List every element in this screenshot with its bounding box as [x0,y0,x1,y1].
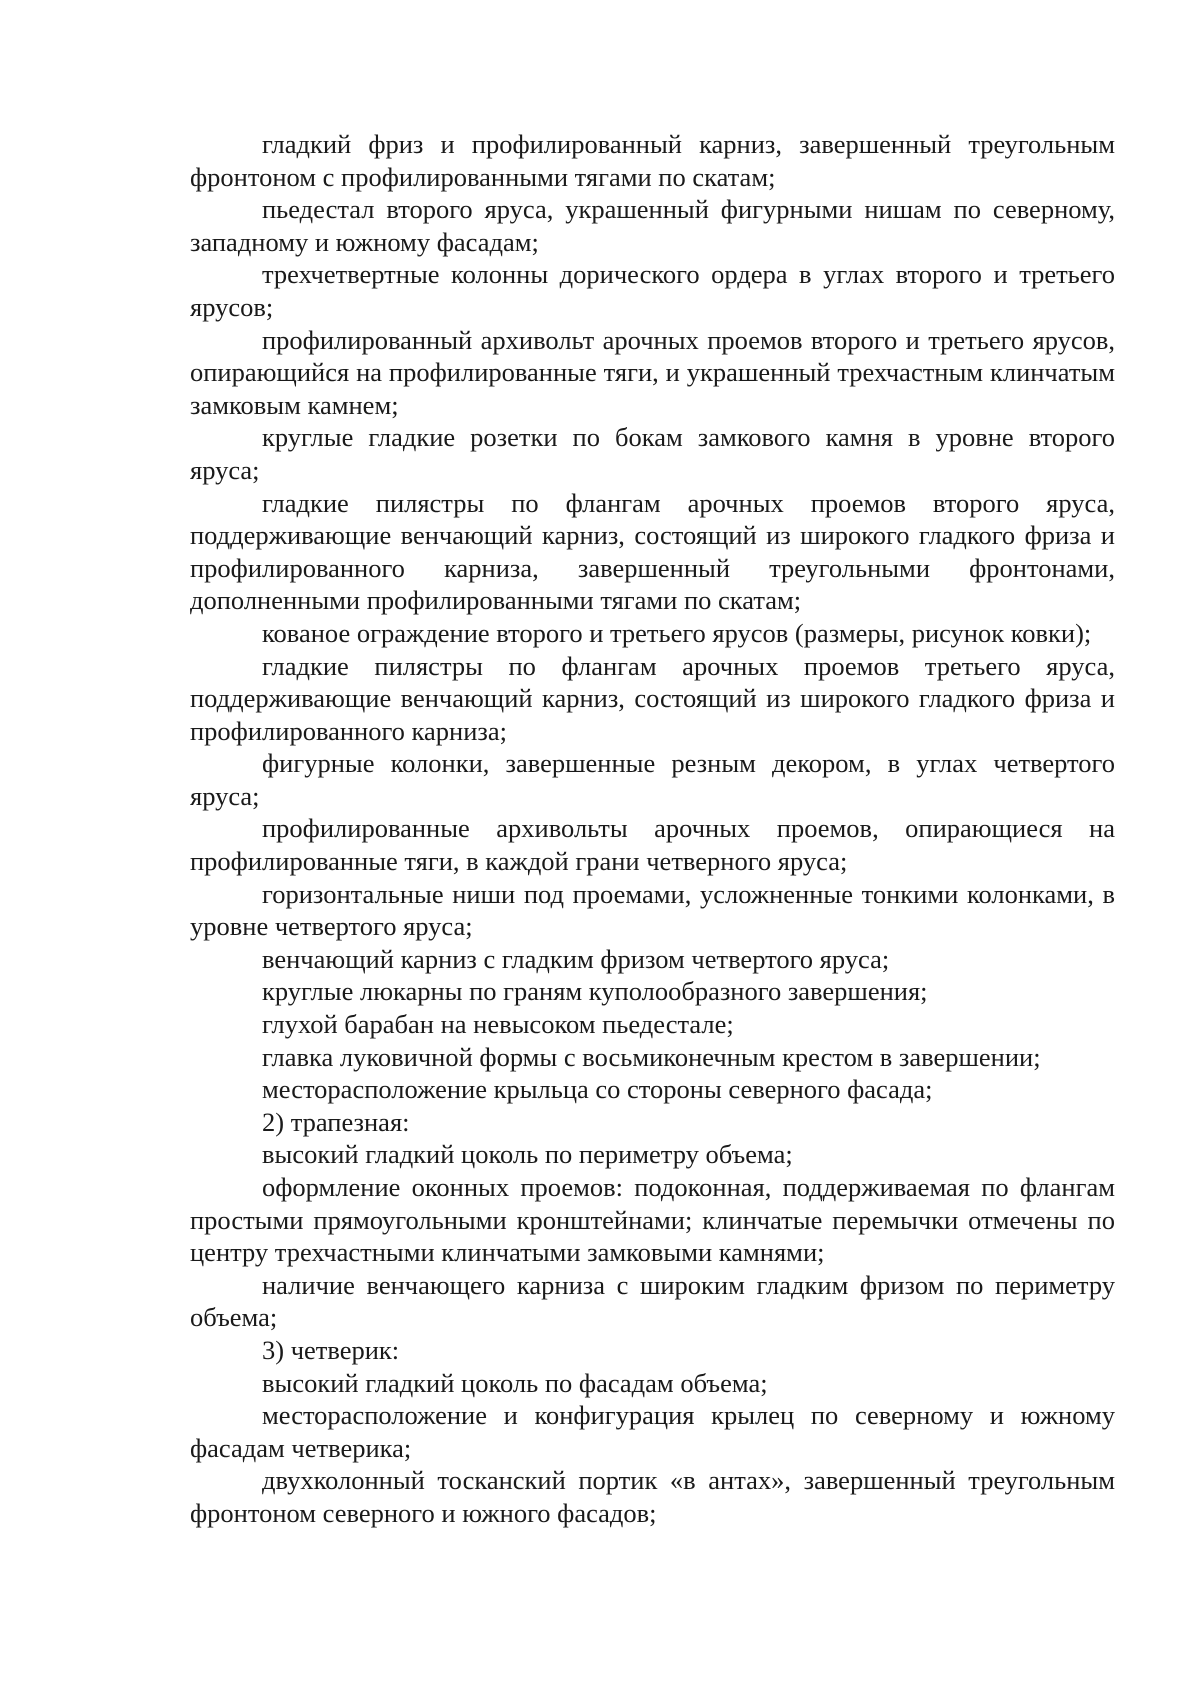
document-body [190,128,1115,1530]
paragraph: главка луковичной формы с восьмиконечным крестом в завершении; [262,1041,1041,1072]
paragraph: гладкие пилястры по флангам арочных проемов второго яруса, поддерживающие венчающий карниз, состоящий из широкого гладкого фриза и профилированного карниза, завершенный треугольными фронтонами, дополненными профилированными тягами по скатам; [190,487,1115,616]
paragraph: венчающий карниз с гладким фризом четвертого яруса; [262,943,890,974]
paragraph: оформление оконных проемов: подоконная, поддерживаемая по флангам простыми прямоугольными кронштейнами; клинчатые перемычки отмечены по центру трехчастными клинчатыми замковыми камнями; [190,1172,1115,1268]
paragraph: высокий гладкий цоколь по фасадам объема; [262,1367,768,1398]
paragraph: высокий гладкий цоколь по периметру объема; [262,1139,793,1170]
section-heading: 2) трапезная: [262,1106,410,1137]
paragraph: профилированный архивольт арочных проемов второго и третьего ярусов, опирающийся на профилированные тяги, и украшенный трехчастным клинчатым замковым камнем; [190,324,1115,420]
paragraph: кованое ограждение второго и третьего ярусов (размеры, рисунок ковки); [262,617,1092,648]
paragraph: гладкие пилястры по флангам арочных проемов третьего яруса, поддерживающие венчающий карниз, состоящий из широкого гладкого фриза и профилированного карниза; [190,650,1115,746]
paragraph: гладкий фриз и профилированный карниз, завершенный треугольным фронтоном с профилированными тягами по скатам; [190,129,1115,192]
paragraph: глухой барабан на невысоком пьедестале; [262,1009,734,1040]
paragraph: горизонтальные ниши под проемами, усложненные тонкими колонками, в уровне четвертого яруса; [190,878,1115,942]
paragraph: круглые люкарны по граням куполообразного завершения; [262,976,928,1007]
paragraph: круглые гладкие розетки по бокам замкового камня в уровне второго яруса; [190,422,1115,485]
section-heading: 3) четверик: [262,1334,400,1365]
paragraph: трехчетвертные колонны дорического ордера в углах второго и третьего ярусов; [190,259,1115,322]
paragraph: фигурные колонки, завершенные резным декором, в углах четвертого яруса; [190,748,1115,811]
paragraph: пьедестал второго яруса, украшенный фигурными нишам по северному, западному и южному фасадам; [190,194,1115,257]
paragraph: месторасположение крыльца со стороны северного фасада; [262,1074,933,1105]
paragraph: месторасположение и конфигурация крылец по северному и южному фасадам четверика; [190,1400,1115,1463]
paragraph: наличие венчающего карниза с широким гладким фризом по периметру объема; [190,1269,1115,1333]
paragraph: двухколонный тосканский портик «в антах», завершенный треугольным фронтоном северного и южного фасадов; [190,1465,1115,1528]
paragraph: профилированные архивольты арочных проемов, опирающиеся на профилированные тяги, в каждой грани четверного яруса; [190,813,1115,877]
